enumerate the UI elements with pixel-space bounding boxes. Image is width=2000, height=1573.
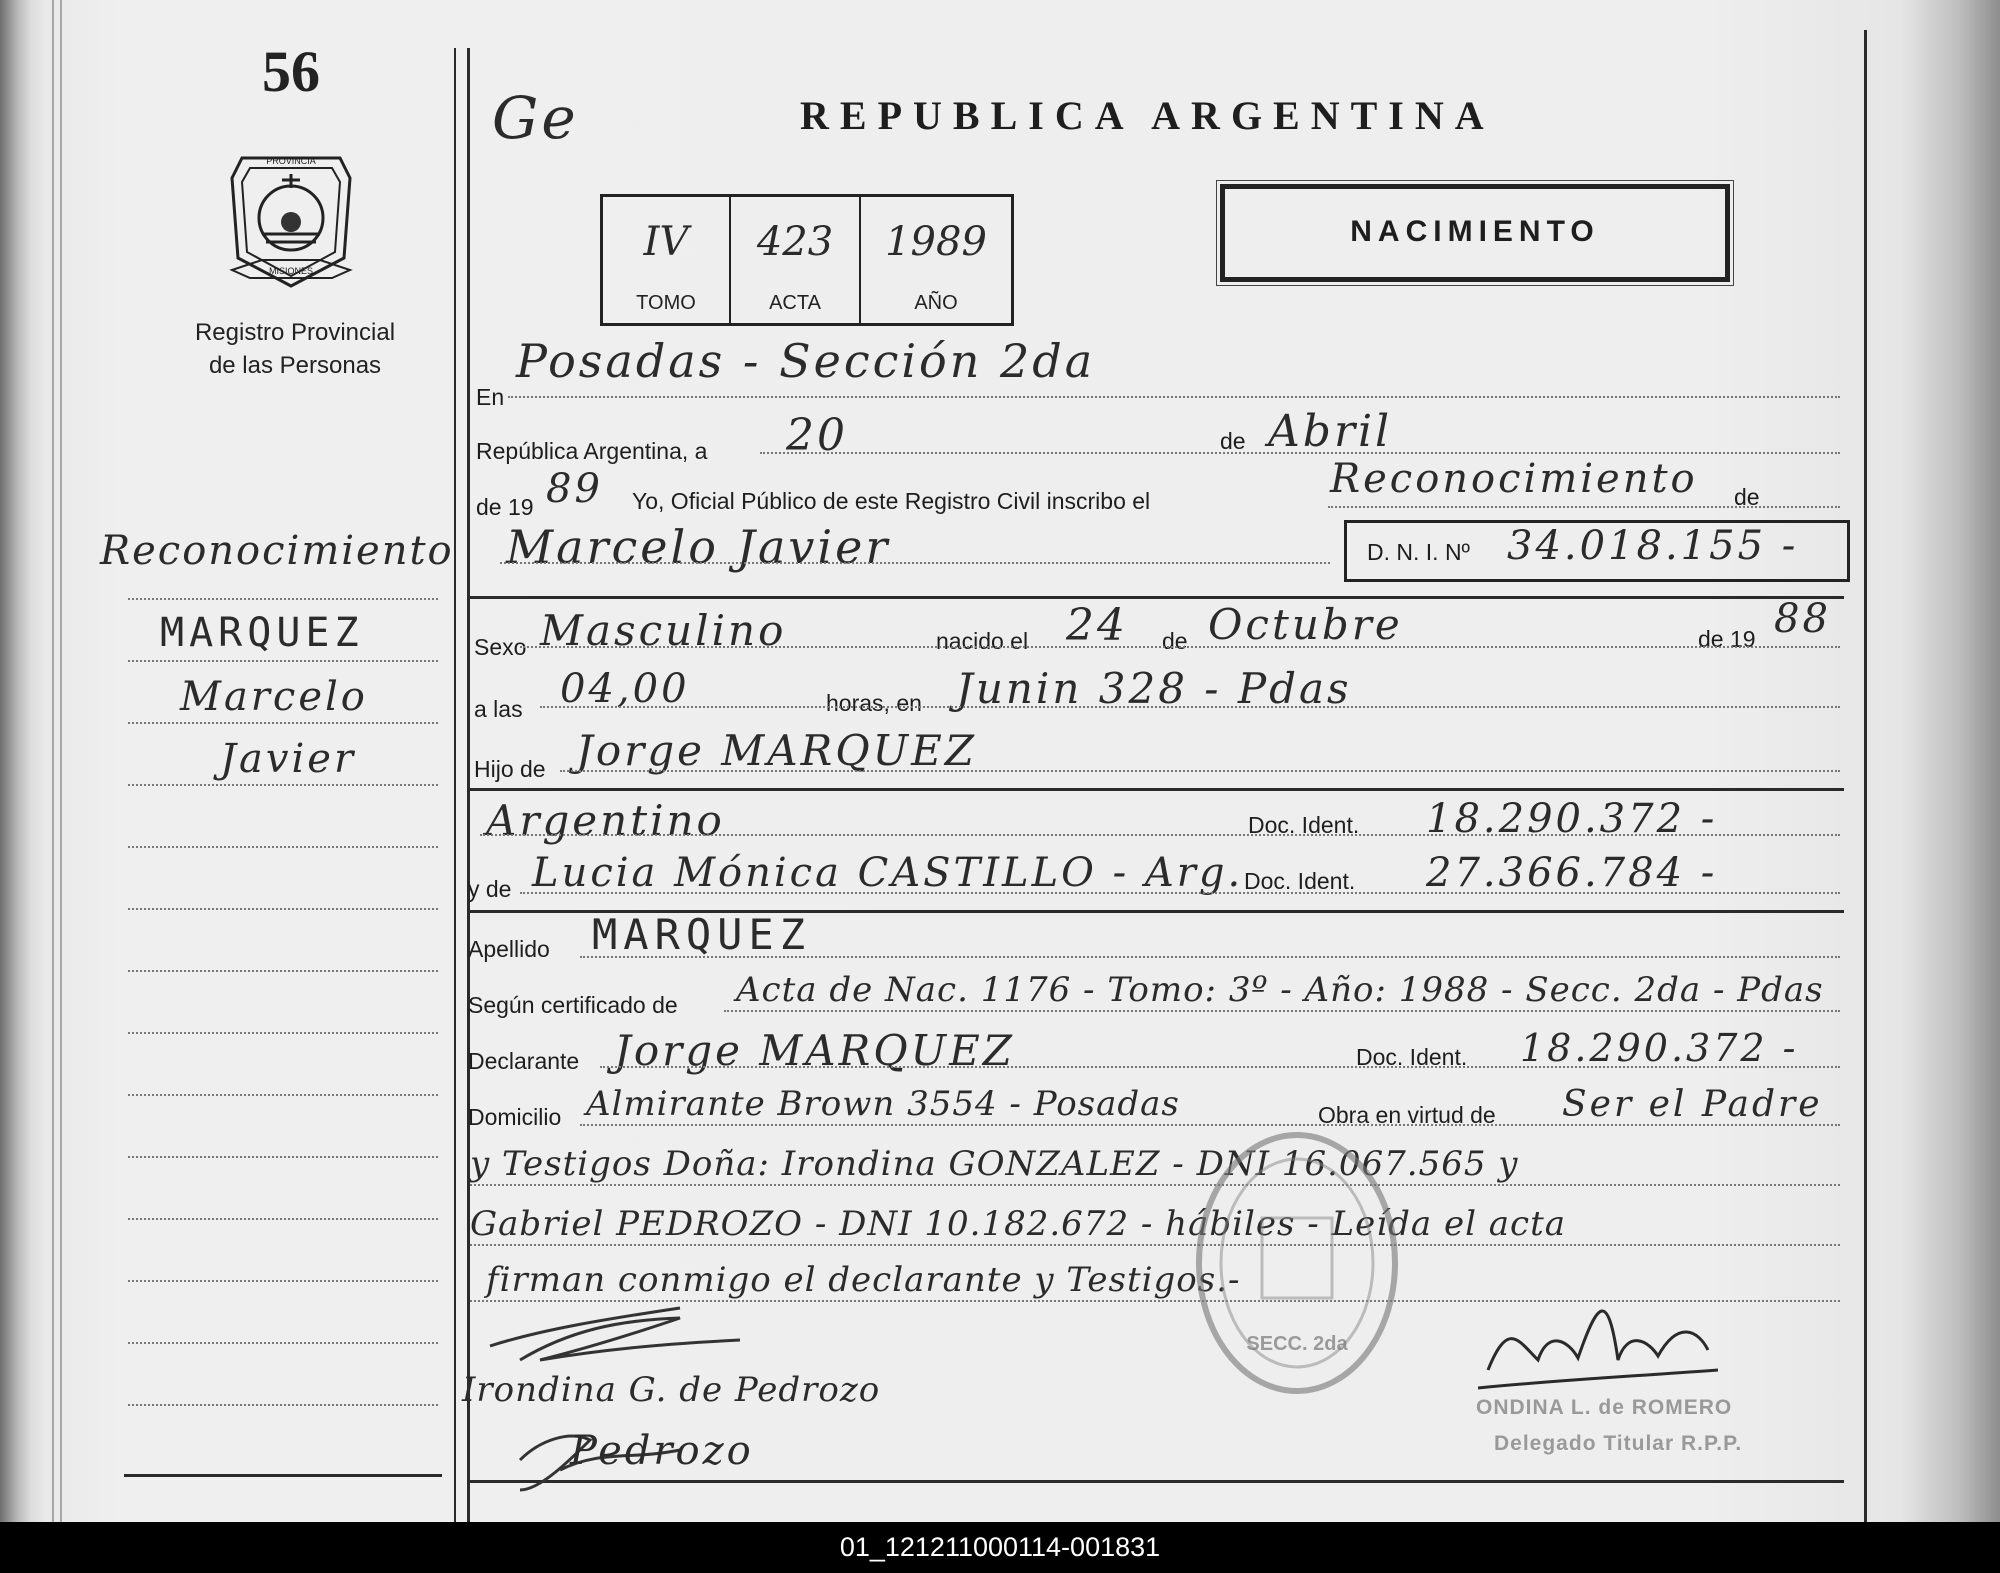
birth-day: 24 — [1066, 600, 1128, 651]
corner-mark: Ge — [492, 84, 579, 152]
official-name-faint: ONDINA L. de ROMERO — [1476, 1396, 1733, 1419]
margin-note-line4: Javier — [220, 736, 357, 782]
free-text-line1: y Testigos Doña: Irondina GONZALEZ - DNI 16.067.565 y — [470, 1144, 1519, 1184]
birth-year-prefix: de 19 — [1698, 626, 1756, 652]
margin-note-line2: MARQUEZ — [160, 610, 364, 656]
day-value: 20 — [786, 410, 848, 461]
father-name: Jorge MARQUEZ — [576, 726, 977, 775]
birth-place: Junin 328 - Pdas — [956, 664, 1352, 713]
year-prefix: de 19 — [476, 494, 534, 520]
witness1-signature: Irondina G. de Pedrozo — [462, 1370, 881, 1410]
declarante-value: Jorge MARQUEZ — [614, 1026, 1015, 1075]
mother-doc: 27.366.784 - — [1426, 850, 1718, 896]
domicilio-label: Domicilio — [468, 1104, 562, 1130]
record-type-label: NACIMIENTO — [1350, 215, 1600, 248]
father-doc-label: Doc. Ident. — [1248, 812, 1360, 838]
province-seal-icon — [222, 138, 360, 290]
birth-de: de — [1162, 628, 1188, 654]
form-rule — [560, 770, 1840, 772]
image-id: 01_121211000114-001831 — [839, 1532, 1161, 1562]
apellido-value: MARQUEZ — [592, 910, 812, 959]
horas-label: horas, en — [826, 690, 922, 716]
form-rule — [724, 1010, 1840, 1012]
acta-box — [600, 194, 1014, 326]
yde-label: y de — [468, 876, 512, 902]
apellido-label: Apellido — [468, 936, 550, 962]
acta-cell — [731, 197, 861, 323]
dni-box — [1344, 520, 1850, 582]
book-binding — [0, 0, 44, 1522]
margin-rule — [128, 1156, 438, 1158]
form-rule — [520, 892, 1840, 894]
de-label: de — [1220, 428, 1246, 454]
margin-rule — [128, 1342, 438, 1344]
acta-value: 423 — [756, 219, 834, 265]
declarante-doc: 18.290.372 - — [1520, 1026, 1799, 1070]
margin-rule — [128, 1280, 438, 1282]
form-rule — [500, 562, 1330, 564]
right-border — [1864, 30, 1867, 1522]
birth-month: Octubre — [1208, 600, 1403, 649]
ano-value: 1989 — [885, 219, 987, 265]
month-value: Abril — [1268, 406, 1393, 457]
ano-label: AÑO — [914, 292, 958, 314]
registry-line2: de las Personas — [208, 352, 382, 379]
act-kind: Reconocimiento — [1330, 456, 1698, 502]
acta-label: ACTA — [769, 292, 821, 314]
seal-text-top: PROVINCIA — [266, 156, 316, 166]
father-nationality: Argentino — [486, 796, 725, 845]
republic-title: REPUBLICA ARGENTINA — [800, 93, 1495, 138]
tomo-cell — [603, 197, 731, 323]
sexo-label: Sexo — [474, 634, 527, 660]
official-stamp-icon — [1192, 1128, 1402, 1398]
margin-rule — [128, 908, 438, 910]
registry-label — [160, 316, 430, 382]
form-rule — [600, 1066, 1840, 1068]
free-text-line2: Gabriel PEDROZO - DNI 10.182.672 - hábiles - Leída el acta — [470, 1204, 1566, 1244]
declarante-label: Declarante — [468, 1048, 580, 1074]
margin-rule — [128, 598, 438, 600]
form-rule — [480, 834, 1840, 836]
form-rule — [540, 706, 1840, 708]
form-rule — [470, 1244, 1840, 1246]
nacido-label: nacido el — [936, 628, 1029, 654]
child-names: Marcelo Javier — [506, 520, 891, 574]
free-text-line3: firman conmigo el declarante y Testigos.- — [486, 1260, 1241, 1300]
margin-rule — [128, 722, 438, 724]
obra-value: Ser el Padre — [1562, 1084, 1823, 1125]
section-rule — [470, 788, 1844, 791]
official-title-faint: Delegado Titular R.P.P. — [1494, 1432, 1743, 1455]
margin-rule — [128, 1032, 438, 1034]
margin-rule — [128, 1094, 438, 1096]
ano-cell — [861, 197, 1011, 323]
page-edge — [60, 0, 62, 1522]
year-suffix: 89 — [546, 466, 603, 512]
a-las-label: a las — [474, 696, 523, 722]
margin-rule — [128, 1404, 438, 1406]
en-label: En — [476, 384, 505, 410]
obra-label: Obra en virtud de — [1318, 1102, 1496, 1128]
margin-rule — [128, 784, 438, 786]
mother-name: Lucia Mónica CASTILLO - Arg. — [532, 850, 1244, 896]
birth-year-suffix: 88 — [1774, 596, 1831, 642]
dni-value: 34.018.155 - — [1507, 523, 1799, 569]
dni-label: D. N. I. Nº — [1367, 539, 1470, 565]
form-rule — [580, 1124, 1840, 1126]
official-signature-icon — [1478, 1280, 1718, 1400]
form-rule — [580, 956, 1840, 958]
republica-label: República Argentina, a — [476, 438, 708, 464]
official-text: Yo, Oficial Público de este Registro Civil inscribo el — [632, 488, 1151, 514]
seal-text-bottom: MISIONES — [268, 266, 314, 276]
image-id-bar — [0, 1522, 2000, 1573]
column-divider — [454, 48, 456, 1522]
margin-note-line3: Marcelo — [180, 674, 368, 720]
margin-rule — [128, 970, 438, 972]
certificado-label: Según certificado de — [468, 992, 678, 1018]
domicilio-value: Almirante Brown 3554 - Posadas — [586, 1084, 1180, 1124]
form-rule — [760, 452, 1840, 454]
place-value: Posadas - Sección 2da — [516, 334, 1096, 388]
registry-line1: Registro Provincial — [194, 319, 396, 346]
margin-rule — [128, 846, 438, 848]
form-rule — [508, 396, 1840, 398]
hour-value: 04,00 — [560, 666, 690, 712]
hijo-label: Hijo de — [474, 756, 546, 782]
form-rule — [1328, 506, 1840, 508]
certificado-value: Acta de Nac. 1176 - Tomo: 3º - Año: 1988 - Secc. 2da - Pdas — [736, 970, 1824, 1010]
mother-doc-label: Doc. Ident. — [1244, 868, 1356, 894]
margin-rule — [128, 660, 438, 662]
record-type-box — [1220, 184, 1730, 282]
margin-note-line1: Reconocimiento — [100, 528, 454, 574]
page-number: 56 — [262, 39, 320, 104]
de-after: de — [1734, 484, 1760, 510]
stamp-text: SECC. 2da — [1246, 1333, 1348, 1355]
father-doc: 18.290.372 - — [1426, 796, 1718, 842]
form-rule — [520, 646, 1840, 648]
tomo-value: IV — [643, 219, 689, 265]
margin-rule — [128, 1218, 438, 1220]
witness2-signature: Pedrozo — [570, 1428, 754, 1474]
tomo-label: TOMO — [636, 292, 696, 314]
section-rule — [470, 596, 1844, 599]
declarante-doc-label: Doc. Ident. — [1356, 1044, 1468, 1070]
form-rule — [470, 1184, 1840, 1186]
sexo-value: Masculino — [540, 606, 787, 655]
margin-bottom-rule — [124, 1474, 442, 1477]
page-edge — [52, 0, 54, 1522]
